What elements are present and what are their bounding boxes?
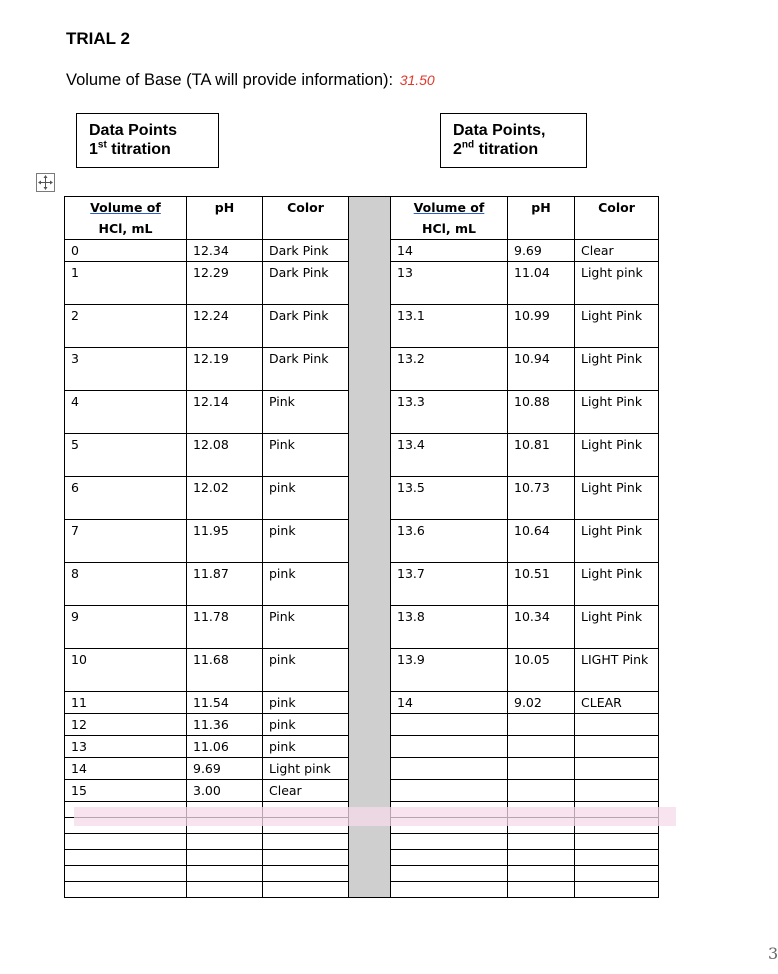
volume-1-cell[interactable]: 9 — [65, 606, 187, 649]
empty-cell[interactable] — [575, 818, 659, 834]
table-header-row — [65, 197, 659, 240]
trial-heading: TRIAL 2 — [66, 29, 130, 48]
ph-1-cell[interactable]: 12.08 — [187, 434, 263, 477]
ph-1-cell[interactable]: 11.06 — [187, 736, 263, 758]
volume-1-cell[interactable]: 10 — [65, 649, 187, 692]
empty-cell[interactable] — [187, 802, 263, 818]
color-2-cell[interactable]: Light Pink — [575, 606, 659, 649]
volume-2-cell[interactable]: 14 — [391, 692, 508, 714]
color-1-cell[interactable]: Pink — [263, 606, 349, 649]
ph-1-cell[interactable]: 12.14 — [187, 391, 263, 434]
color-2-cell[interactable] — [575, 758, 659, 780]
empty-cell[interactable] — [65, 882, 187, 898]
empty-cell[interactable] — [391, 818, 508, 834]
header-ph-2: pH — [508, 197, 575, 240]
ph-2-cell[interactable] — [508, 714, 575, 736]
ph-1-cell[interactable]: 11.68 — [187, 649, 263, 692]
color-1-cell[interactable]: pink — [263, 714, 349, 736]
ph-1-cell[interactable]: 11.54 — [187, 692, 263, 714]
color-2-cell[interactable]: Light Pink — [575, 520, 659, 563]
color-1-cell[interactable]: Dark Pink — [263, 240, 349, 262]
ph-2-cell[interactable]: 10.99 — [508, 305, 575, 348]
ph-1-cell[interactable]: 12.02 — [187, 477, 263, 520]
header-ph-1: pH — [187, 197, 263, 240]
color-2-cell[interactable]: Clear — [575, 240, 659, 262]
data-points-box-1 — [76, 113, 219, 168]
titration-data-table — [64, 196, 659, 898]
volume-2-cell[interactable]: 14 — [391, 240, 508, 262]
empty-cell[interactable] — [575, 834, 659, 850]
color-1-cell[interactable]: Dark Pink — [263, 348, 349, 391]
ph-1-cell[interactable]: 11.95 — [187, 520, 263, 563]
ph-2-cell[interactable]: 9.02 — [508, 692, 575, 714]
color-2-cell[interactable]: LIGHT Pink — [575, 649, 659, 692]
color-1-cell[interactable]: Clear — [263, 780, 349, 802]
color-2-cell[interactable] — [575, 714, 659, 736]
empty-cell[interactable] — [575, 850, 659, 866]
ph-1-cell[interactable]: 12.34 — [187, 240, 263, 262]
color-2-cell[interactable] — [575, 780, 659, 802]
ph-1-cell[interactable]: 11.87 — [187, 563, 263, 606]
empty-cell[interactable] — [263, 866, 349, 882]
color-2-cell[interactable]: Light Pink — [575, 305, 659, 348]
volume-2-cell[interactable] — [391, 714, 508, 736]
empty-cell[interactable] — [65, 850, 187, 866]
empty-cell[interactable] — [508, 818, 575, 834]
color-1-cell[interactable]: pink — [263, 520, 349, 563]
empty-cell[interactable] — [187, 866, 263, 882]
ph-1-cell[interactable]: 12.24 — [187, 305, 263, 348]
color-1-cell[interactable]: Pink — [263, 434, 349, 477]
empty-cell[interactable] — [263, 834, 349, 850]
data-points-box-2 — [440, 113, 587, 168]
volume-1-cell[interactable]: 4 — [65, 391, 187, 434]
volume-2-cell[interactable]: 13.5 — [391, 477, 508, 520]
table-gap-column — [349, 197, 391, 898]
volume-2-cell[interactable] — [391, 758, 508, 780]
empty-cell[interactable] — [187, 882, 263, 898]
empty-cell[interactable] — [187, 818, 263, 834]
color-1-cell[interactable]: pink — [263, 563, 349, 606]
volume-1-cell[interactable]: 5 — [65, 434, 187, 477]
volume-1-cell[interactable]: 1 — [65, 262, 187, 305]
volume-2-cell[interactable]: 13.7 — [391, 563, 508, 606]
empty-cell[interactable] — [65, 834, 187, 850]
ph-2-cell[interactable]: 10.51 — [508, 563, 575, 606]
empty-cell[interactable] — [65, 818, 187, 834]
volume-2-cell[interactable]: 13 — [391, 262, 508, 305]
ph-2-cell[interactable] — [508, 780, 575, 802]
color-2-cell[interactable]: CLEAR — [575, 692, 659, 714]
empty-cell[interactable] — [508, 802, 575, 818]
header-volume-1: Volume of HCl, mL — [65, 197, 187, 240]
data-points-box-2-line2: 2nd titration — [453, 139, 539, 158]
empty-cell[interactable] — [575, 802, 659, 818]
volume-1-cell[interactable]: 7 — [65, 520, 187, 563]
empty-cell[interactable] — [391, 882, 508, 898]
volume-1-cell[interactable]: 15 — [65, 780, 187, 802]
color-1-cell[interactable]: pink — [263, 736, 349, 758]
empty-cell[interactable] — [391, 802, 508, 818]
volume-1-cell[interactable]: 0 — [65, 240, 187, 262]
volume-of-base-line — [66, 71, 435, 90]
volume-of-base-label: Volume of Base (TA will provide information): — [66, 71, 394, 89]
volume-1-cell[interactable]: 13 — [65, 736, 187, 758]
color-2-cell[interactable]: Light Pink — [575, 348, 659, 391]
ph-2-cell[interactable]: 10.94 — [508, 348, 575, 391]
data-points-box-2-line1: Data Points, — [453, 122, 546, 139]
data-points-box-1-line1: Data Points — [89, 122, 178, 139]
header-volume-2: Volume of HCl, mL — [391, 197, 508, 240]
empty-cell[interactable] — [575, 866, 659, 882]
volume-1-cell[interactable]: 12 — [65, 714, 187, 736]
volume-2-cell[interactable]: 13.9 — [391, 649, 508, 692]
volume-2-cell[interactable]: 13.8 — [391, 606, 508, 649]
ph-1-cell[interactable]: 9.69 — [187, 758, 263, 780]
color-1-cell[interactable]: Dark Pink — [263, 305, 349, 348]
empty-cell[interactable] — [391, 866, 508, 882]
volume-2-cell[interactable]: 13.2 — [391, 348, 508, 391]
header-color-1: Color — [263, 197, 349, 240]
ph-1-cell[interactable]: 12.19 — [187, 348, 263, 391]
color-2-cell[interactable]: Light pink — [575, 262, 659, 305]
color-2-cell[interactable]: Light Pink — [575, 434, 659, 477]
empty-cell[interactable] — [508, 882, 575, 898]
color-2-cell[interactable]: Light Pink — [575, 477, 659, 520]
ph-2-cell[interactable]: 10.34 — [508, 606, 575, 649]
ph-1-cell[interactable]: 11.36 — [187, 714, 263, 736]
header-color-2: Color — [575, 197, 659, 240]
empty-cell[interactable] — [263, 818, 349, 834]
ph-2-cell[interactable]: 11.04 — [508, 262, 575, 305]
volume-2-cell[interactable]: 13.1 — [391, 305, 508, 348]
volume-2-cell[interactable]: 13.3 — [391, 391, 508, 434]
ph-2-cell[interactable] — [508, 736, 575, 758]
volume-1-cell[interactable]: 3 — [65, 348, 187, 391]
empty-cell[interactable] — [187, 850, 263, 866]
empty-cell[interactable] — [508, 834, 575, 850]
volume-1-cell[interactable]: 6 — [65, 477, 187, 520]
empty-cell[interactable] — [263, 850, 349, 866]
ph-2-cell[interactable]: 10.81 — [508, 434, 575, 477]
empty-cell[interactable] — [187, 834, 263, 850]
color-1-cell[interactable]: pink — [263, 649, 349, 692]
volume-2-cell[interactable] — [391, 780, 508, 802]
ph-1-cell[interactable]: 12.29 — [187, 262, 263, 305]
color-1-cell[interactable]: Light pink — [263, 758, 349, 780]
color-1-cell[interactable]: pink — [263, 477, 349, 520]
ph-2-cell[interactable]: 10.73 — [508, 477, 575, 520]
empty-cell[interactable] — [391, 834, 508, 850]
color-2-cell[interactable]: Light Pink — [575, 563, 659, 606]
ph-2-cell[interactable]: 9.69 — [508, 240, 575, 262]
empty-cell[interactable] — [263, 882, 349, 898]
volume-1-cell[interactable]: 8 — [65, 563, 187, 606]
ph-2-cell[interactable]: 10.88 — [508, 391, 575, 434]
empty-cell[interactable] — [65, 866, 187, 882]
volume-2-cell[interactable]: 13.6 — [391, 520, 508, 563]
empty-cell[interactable] — [575, 882, 659, 898]
data-points-box-1-line2: 1st titration — [89, 139, 171, 158]
empty-cell[interactable] — [508, 850, 575, 866]
empty-cell[interactable] — [263, 802, 349, 818]
color-1-cell[interactable]: Dark Pink — [263, 262, 349, 305]
color-1-cell[interactable]: pink — [263, 692, 349, 714]
color-1-cell[interactable]: Pink — [263, 391, 349, 434]
ph-1-cell[interactable]: 11.78 — [187, 606, 263, 649]
ph-2-cell[interactable]: 10.64 — [508, 520, 575, 563]
color-2-cell[interactable]: Light Pink — [575, 391, 659, 434]
table-move-handle-icon[interactable] — [36, 173, 55, 192]
volume-1-cell[interactable]: 11 — [65, 692, 187, 714]
empty-cell[interactable] — [391, 850, 508, 866]
volume-of-base-value[interactable]: 31.50 — [399, 72, 435, 88]
empty-cell[interactable] — [508, 866, 575, 882]
ph-2-cell[interactable]: 10.05 — [508, 649, 575, 692]
volume-2-cell[interactable]: 13.4 — [391, 434, 508, 477]
ph-1-cell[interactable]: 3.00 — [187, 780, 263, 802]
empty-cell[interactable] — [65, 802, 187, 818]
color-2-cell[interactable] — [575, 736, 659, 758]
page-number: 3 — [768, 944, 778, 963]
volume-1-cell[interactable]: 2 — [65, 305, 187, 348]
volume-1-cell[interactable]: 14 — [65, 758, 187, 780]
ph-2-cell[interactable] — [508, 758, 575, 780]
volume-2-cell[interactable] — [391, 736, 508, 758]
